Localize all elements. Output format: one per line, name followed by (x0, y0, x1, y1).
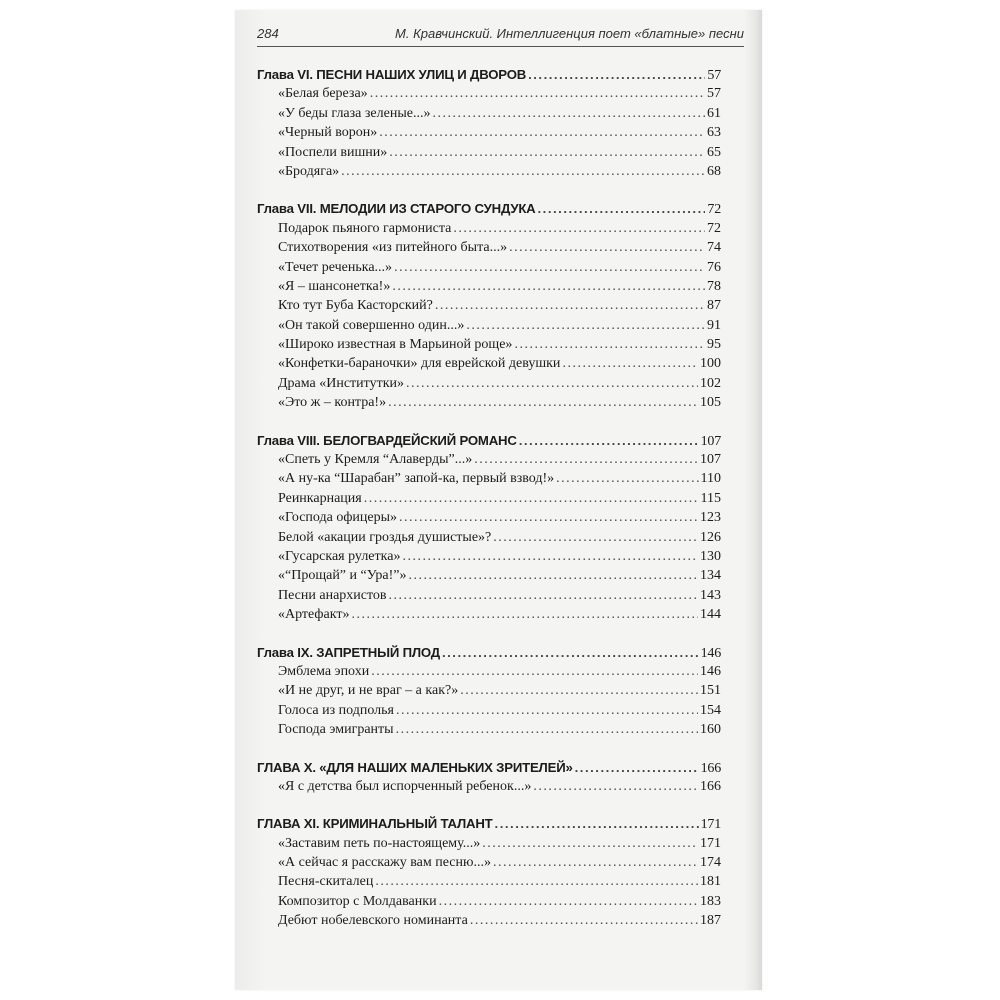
entry-page-number: 105 (700, 395, 721, 411)
entry-title: Кто тут Буба Касторский? (278, 298, 433, 314)
entry-title: «Конфетки-бараночки» для еврейской девушки (278, 356, 561, 372)
dot-leader (470, 911, 698, 930)
chapter-heading (257, 643, 721, 662)
entry-title: Господа эмигранты (278, 722, 394, 738)
toc-entry (257, 720, 721, 739)
entry-page-number: 144 (700, 607, 721, 623)
entry-page-number: 115 (700, 490, 721, 506)
entry-title: Подарок пьяного гармониста (278, 220, 452, 236)
chapter-page-number: 57 (707, 68, 721, 83)
entry-page-number: 166 (700, 778, 721, 794)
dot-leader (453, 219, 705, 238)
toc-entry (257, 258, 721, 277)
dot-leader (409, 566, 698, 585)
dot-leader (399, 508, 698, 527)
chapter-title: Глава VII. МЕЛОДИИ ИЗ СТАРОГО СУНДУКА (257, 201, 536, 217)
toc-entry (257, 162, 721, 181)
entry-title: «Артефакт» (278, 607, 350, 623)
dot-leader (371, 662, 698, 681)
toc-entry (257, 104, 721, 123)
dot-leader (389, 586, 698, 605)
entry-title: «У беды глаза зеленые...» (278, 105, 431, 121)
toc-entry (257, 354, 721, 373)
entry-title: «Гусарская рулетка» (278, 548, 401, 564)
chapter-heading (257, 758, 721, 777)
chapter-heading (257, 431, 721, 450)
toc-entry (257, 872, 721, 891)
chapter-title: Глава VIII. БЕЛОГВАРДЕЙСКИЙ РОМАНС (257, 432, 517, 448)
dot-leader (389, 143, 705, 162)
entry-page-number: 154 (700, 702, 721, 718)
entry-page-number: 134 (700, 568, 721, 584)
dot-leader (364, 489, 699, 508)
entry-page-number: 143 (700, 587, 721, 603)
entry-page-number: 110 (700, 471, 721, 487)
entry-page-number: 78 (707, 278, 721, 294)
toc-entry (257, 547, 721, 566)
entry-title: Реинкарнация (278, 490, 362, 506)
entry-title: «Поспели вишни» (278, 144, 388, 160)
dot-leader (495, 814, 699, 833)
book-page (235, 10, 762, 990)
entry-title: «Спеть у Кремля “Алаверды”...» (278, 452, 473, 468)
page-gutter-shading (744, 10, 762, 990)
dot-leader (442, 643, 699, 662)
toc-entry (257, 393, 721, 412)
toc-entry (257, 374, 721, 393)
entry-page-number: 160 (700, 722, 721, 738)
entry-title: Эмблема эпохи (278, 663, 370, 679)
chapter-title: Глава IX. ЗАПРЕТНЫЙ ПЛОД (257, 644, 440, 660)
entry-page-number: 130 (700, 548, 721, 564)
entry-page-number: 74 (707, 240, 721, 256)
chapter-heading (257, 814, 721, 833)
entry-page-number: 102 (700, 375, 721, 391)
toc-entry (257, 450, 721, 469)
entry-title: «Заставим петь по-настоящему...» (278, 835, 481, 851)
entry-title: «Это ж – контра!» (278, 395, 387, 411)
toc-entry (257, 469, 721, 488)
dot-leader (379, 123, 705, 142)
entry-title: «Господа офицеры» (278, 510, 398, 526)
toc-entry (257, 508, 721, 527)
entry-title: «“Прощай” и “Ура!”» (278, 568, 407, 584)
entry-title: «А сейчас я расскажу вам песню...» (278, 855, 491, 871)
entry-page-number: 107 (700, 452, 721, 468)
dot-leader (514, 335, 705, 354)
toc-entry (257, 586, 721, 605)
chapter-heading (257, 199, 721, 218)
toc-entry (257, 123, 721, 142)
toc-chapter (257, 758, 721, 797)
dot-leader (396, 720, 698, 739)
entry-page-number: 183 (700, 893, 721, 909)
entry-page-number: 61 (707, 105, 721, 121)
toc-entry (257, 528, 721, 547)
entry-page-number: 100 (700, 356, 721, 372)
entry-page-number: 57 (707, 86, 721, 102)
entry-page-number: 76 (707, 259, 721, 275)
toc-entry (257, 84, 721, 103)
dot-leader (432, 104, 705, 123)
running-header (257, 26, 744, 41)
chapter-page-number: 166 (700, 760, 721, 776)
entry-page-number: 151 (700, 683, 721, 699)
entry-page-number: 123 (700, 510, 721, 526)
dot-leader (474, 450, 698, 469)
dot-leader (562, 354, 698, 373)
toc-entry (257, 701, 721, 720)
dot-leader (370, 84, 705, 103)
entry-page-number: 126 (700, 529, 721, 545)
chapter-title: ГЛАВА X. «ДЛЯ НАШИХ МАЛЕНЬКИХ ЗРИТЕЛЕЙ» (257, 759, 573, 775)
toc-entry (257, 834, 721, 853)
dot-leader (439, 892, 698, 911)
entry-title: Песни анархистов (278, 587, 387, 603)
entry-page-number: 91 (707, 317, 721, 333)
dot-leader (402, 547, 698, 566)
toc-entry (257, 489, 721, 508)
toc-entry (257, 605, 721, 624)
toc-entry (257, 566, 721, 585)
dot-leader (538, 199, 706, 218)
dot-leader (528, 65, 705, 84)
toc-chapter (257, 643, 721, 740)
toc-entry (257, 911, 721, 930)
entry-title: «Широко известная в Марьиной роще» (278, 337, 513, 353)
chapter-title: Глава VI. ПЕСНИ НАШИХ УЛИЦ И ДВОРОВ (257, 67, 527, 82)
header-rule (257, 46, 744, 47)
entry-title: «Черный ворон» (278, 125, 378, 141)
entry-page-number: 171 (700, 835, 721, 851)
chapter-title: ГЛАВА XI. КРИМИНАЛЬНЫЙ ТАЛАНТ (257, 816, 493, 832)
entry-title: «Я – шансонетка!» (278, 278, 391, 294)
toc-entry (257, 662, 721, 681)
dot-leader (406, 374, 698, 393)
dot-leader (375, 872, 698, 891)
entry-page-number: 181 (700, 874, 721, 890)
toc-entry (257, 335, 721, 354)
dot-leader (533, 777, 698, 796)
entry-title: Дебют нобелевского номинанта (278, 913, 468, 929)
entry-page-number: 65 (707, 144, 721, 160)
entry-title: Стихотворения «из питейного быта...» (278, 240, 508, 256)
entry-title: Композитор с Молдаванки (278, 893, 437, 909)
dot-leader (466, 316, 705, 335)
entry-title: «Течет реченька...» (278, 259, 393, 275)
entry-page-number: 174 (700, 855, 721, 871)
entry-title: Драма «Институтки» (278, 375, 405, 391)
toc-entry (257, 777, 721, 796)
entry-title: «Он такой совершенно один...» (278, 317, 465, 333)
page-number: 284 (257, 26, 279, 41)
chapter-page-number: 107 (700, 433, 721, 449)
dot-leader (460, 681, 698, 700)
chapter-page-number: 146 (700, 645, 721, 661)
entry-title: Песня-скиталец (278, 874, 374, 890)
table-of-contents (257, 65, 721, 949)
toc-entry (257, 219, 721, 238)
toc-chapter (257, 814, 721, 930)
entry-title: «Я с детства был испорченный ребенок...» (278, 778, 532, 794)
toc-chapter (257, 199, 721, 412)
dot-leader (575, 758, 699, 777)
dot-leader (351, 605, 698, 624)
toc-entry (257, 892, 721, 911)
entry-title: «А ну-ка “Шарабан” запой-ка, первый взвод!» (278, 471, 555, 487)
dot-leader (493, 853, 698, 872)
dot-leader (394, 258, 705, 277)
entry-title: Голоса из подполья (278, 702, 394, 718)
toc-chapter (257, 65, 721, 181)
entry-page-number: 87 (707, 298, 721, 314)
dot-leader (509, 238, 705, 257)
dot-leader (482, 834, 698, 853)
entry-page-number: 146 (700, 663, 721, 679)
entry-title: Белой «акации гроздья душистые»? (278, 529, 492, 545)
toc-entry (257, 853, 721, 872)
dot-leader (392, 277, 705, 296)
dot-leader (519, 431, 699, 450)
toc-entry (257, 238, 721, 257)
entry-page-number: 63 (707, 125, 721, 141)
toc-entry (257, 316, 721, 335)
toc-entry (257, 143, 721, 162)
dot-leader (388, 393, 698, 412)
dot-leader (493, 528, 698, 547)
entry-page-number: 68 (707, 163, 721, 179)
toc-entry (257, 296, 721, 315)
dot-leader (556, 469, 698, 488)
running-title: М. Кравчинский. Интеллигенция поет «блатные» песни (395, 26, 744, 41)
dot-leader (341, 162, 705, 181)
entry-title: «Белая береза» (278, 86, 368, 102)
toc-entry (257, 681, 721, 700)
toc-chapter (257, 431, 721, 625)
dot-leader (396, 701, 698, 720)
entry-page-number: 72 (707, 220, 721, 236)
entry-page-number: 187 (700, 913, 721, 929)
toc-entry (257, 277, 721, 296)
entry-title: «И не друг, и не враг – а как?» (278, 683, 459, 699)
dot-leader (435, 296, 705, 315)
chapter-page-number: 171 (700, 817, 721, 833)
chapter-page-number: 72 (707, 202, 721, 218)
entry-title: «Бродяга» (278, 163, 340, 179)
chapter-heading (257, 65, 721, 84)
entry-page-number: 95 (707, 337, 721, 353)
